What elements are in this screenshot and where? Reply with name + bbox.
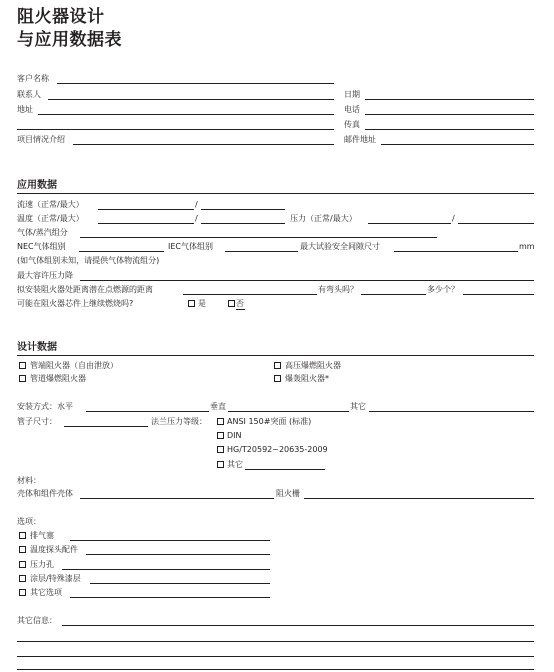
other-info-label: 其它信息： xyxy=(17,616,57,625)
detonation-checkbox[interactable] xyxy=(274,375,281,382)
other-info-line-4[interactable] xyxy=(17,669,534,670)
flange-other-label: 其它 xyxy=(227,460,243,469)
contact-label: 联系人 xyxy=(17,90,41,99)
fax-field[interactable] xyxy=(365,129,534,130)
burn-label: 可能在阻火器芯件上继续燃烧吗? xyxy=(17,299,134,308)
burn-no-underline xyxy=(236,309,245,310)
end-of-line-label: 管端阻火器（自由泄放） xyxy=(30,361,118,370)
flange-hg-label: HG/T20592~20635-2009 xyxy=(227,445,328,454)
mm-unit: mm xyxy=(519,242,535,251)
flange-din-checkbox[interactable] xyxy=(217,432,224,439)
burn-no-label: 否 xyxy=(236,299,244,308)
design-heading: 设计数据 xyxy=(17,342,57,353)
element-material-field[interactable] xyxy=(304,498,534,499)
flange-hg-checkbox[interactable] xyxy=(217,446,224,453)
design-divider xyxy=(17,355,534,356)
email-field[interactable] xyxy=(381,144,534,145)
temp-slash: / xyxy=(195,214,198,223)
address-field-2[interactable] xyxy=(17,129,334,130)
page-title-line1: 阻火器设计 xyxy=(17,7,105,27)
gas-field[interactable] xyxy=(80,237,437,238)
pipe-size-field[interactable] xyxy=(64,426,148,427)
date-field[interactable] xyxy=(365,99,534,100)
option-checkbox-coating[interactable] xyxy=(19,575,26,582)
iec-label: IEC气体组别 xyxy=(168,242,213,251)
customer-name-label: 客户名称 xyxy=(17,74,49,83)
mesg-field[interactable] xyxy=(394,251,518,252)
option-checkbox-other[interactable] xyxy=(19,589,26,596)
phone-label: 电话 xyxy=(344,105,360,114)
flange-ansi-label: ANSI 150#突面 (标准) xyxy=(227,417,312,426)
other-info-line-3[interactable] xyxy=(17,656,534,657)
option-label-other: 其它选项 xyxy=(30,588,62,597)
hp-deflagration-label: 高压爆燃阻火器 xyxy=(285,361,341,370)
pipe-size-label: 管子尺寸： xyxy=(17,417,57,426)
housing-label: 壳体和组件壳体 xyxy=(17,489,73,498)
temp-label: 温度（正常/最大） xyxy=(17,214,84,223)
option-field-pressure-tap[interactable] xyxy=(62,569,270,570)
how-many-label: 多少个？ xyxy=(427,285,459,294)
fax-label: 传真 xyxy=(344,120,360,129)
install-vertical-field[interactable] xyxy=(228,411,349,412)
other-info-line-2[interactable] xyxy=(17,641,534,642)
install-other-label: 其它 xyxy=(350,402,366,411)
hp-deflagration-checkbox[interactable] xyxy=(274,362,281,369)
option-checkbox-temp-probe[interactable] xyxy=(19,546,26,553)
flange-other-field[interactable] xyxy=(245,469,325,470)
flange-ansi-checkbox[interactable] xyxy=(217,418,224,425)
pressure-slash: / xyxy=(452,214,455,223)
address-field-1[interactable] xyxy=(38,114,334,115)
element-label: 阻火栅 xyxy=(276,489,300,498)
vertical-label: 垂直 xyxy=(210,402,226,411)
inline-deflagration-label: 管道爆燃阻火器 xyxy=(30,374,86,383)
burn-no-checkbox[interactable] xyxy=(228,300,235,307)
material-label: 材料： xyxy=(17,476,41,485)
nec-label: NEC气体组别 xyxy=(17,242,66,251)
email-label: 邮件地址 xyxy=(344,135,376,144)
pressure-label: 压力（正常/最大） xyxy=(290,214,357,223)
project-field[interactable] xyxy=(73,144,334,145)
install-label: 安装方式：水平 xyxy=(17,402,73,411)
burn-yes-label: 是 xyxy=(198,299,206,308)
gas-label: 气体/蒸汽组分 xyxy=(17,228,68,237)
project-label: 项目情况介绍 xyxy=(17,135,65,144)
option-label-coating: 涂层/特殊漆层 xyxy=(30,574,81,583)
application-divider xyxy=(17,193,534,194)
pressure-max-field[interactable] xyxy=(458,223,534,224)
nec-field[interactable] xyxy=(79,251,164,252)
inline-deflagration-checkbox[interactable] xyxy=(19,375,26,382)
other-info-line-1[interactable] xyxy=(62,625,534,626)
max-pressure-drop-field[interactable] xyxy=(80,280,534,281)
install-horizontal-field[interactable] xyxy=(86,411,209,412)
option-field-coating[interactable] xyxy=(90,583,270,584)
option-checkbox-vent-plug[interactable] xyxy=(19,532,26,539)
customer-name-field[interactable] xyxy=(57,83,334,84)
how-many-field[interactable] xyxy=(463,294,534,295)
address-label: 地址 xyxy=(17,105,33,114)
application-heading: 应用数据 xyxy=(17,180,57,191)
elbow-label: 有弯头吗？ xyxy=(318,285,358,294)
temp-normal-field[interactable] xyxy=(98,223,194,224)
distance-field[interactable] xyxy=(183,294,317,295)
flange-din-label: DIN xyxy=(227,431,242,440)
page-title-line2: 与应用数据表 xyxy=(17,30,122,50)
flow-max-field[interactable] xyxy=(201,209,285,210)
flow-label: 流速（正常/最大） xyxy=(17,200,84,209)
contact-field[interactable] xyxy=(48,99,334,100)
option-label-vent-plug: 排气塞 xyxy=(30,531,54,540)
detonation-label: 爆轰阻火器* xyxy=(285,374,329,383)
temp-max-field[interactable] xyxy=(201,223,285,224)
elbow-field[interactable] xyxy=(361,294,426,295)
mesg-label: 最大试验安全间隙尺寸 xyxy=(300,242,380,251)
unknown-gas-note: (如气体组别未知，请提供气体物流组分) xyxy=(17,256,160,265)
option-label-pressure-tap: 压力孔 xyxy=(30,560,54,569)
phone-field[interactable] xyxy=(365,114,534,115)
flange-other-checkbox[interactable] xyxy=(217,461,224,468)
iec-field[interactable] xyxy=(225,251,298,252)
max-pressure-drop-label: 最大容许压力降 xyxy=(17,271,73,280)
end-of-line-checkbox[interactable] xyxy=(19,362,26,369)
flow-slash: / xyxy=(195,200,198,209)
burn-yes-checkbox[interactable] xyxy=(188,300,195,307)
distance-label: 拟安装阻火器处距离潜在点燃源的距离 xyxy=(17,285,153,294)
install-other-field[interactable] xyxy=(369,411,534,412)
option-field-other[interactable] xyxy=(70,597,270,598)
housing-material-field[interactable] xyxy=(80,498,274,499)
date-label: 日期 xyxy=(344,90,360,99)
flange-label: 法兰压力等级： xyxy=(151,417,207,426)
option-field-vent-plug[interactable] xyxy=(70,540,270,541)
pressure-normal-field[interactable] xyxy=(368,223,451,224)
flow-normal-field[interactable] xyxy=(98,209,194,210)
option-checkbox-pressure-tap[interactable] xyxy=(19,561,26,568)
options-heading: 选项： xyxy=(17,517,41,526)
option-label-temp-probe: 温度探头配件 xyxy=(30,545,78,554)
option-field-temp-probe[interactable] xyxy=(86,554,270,555)
